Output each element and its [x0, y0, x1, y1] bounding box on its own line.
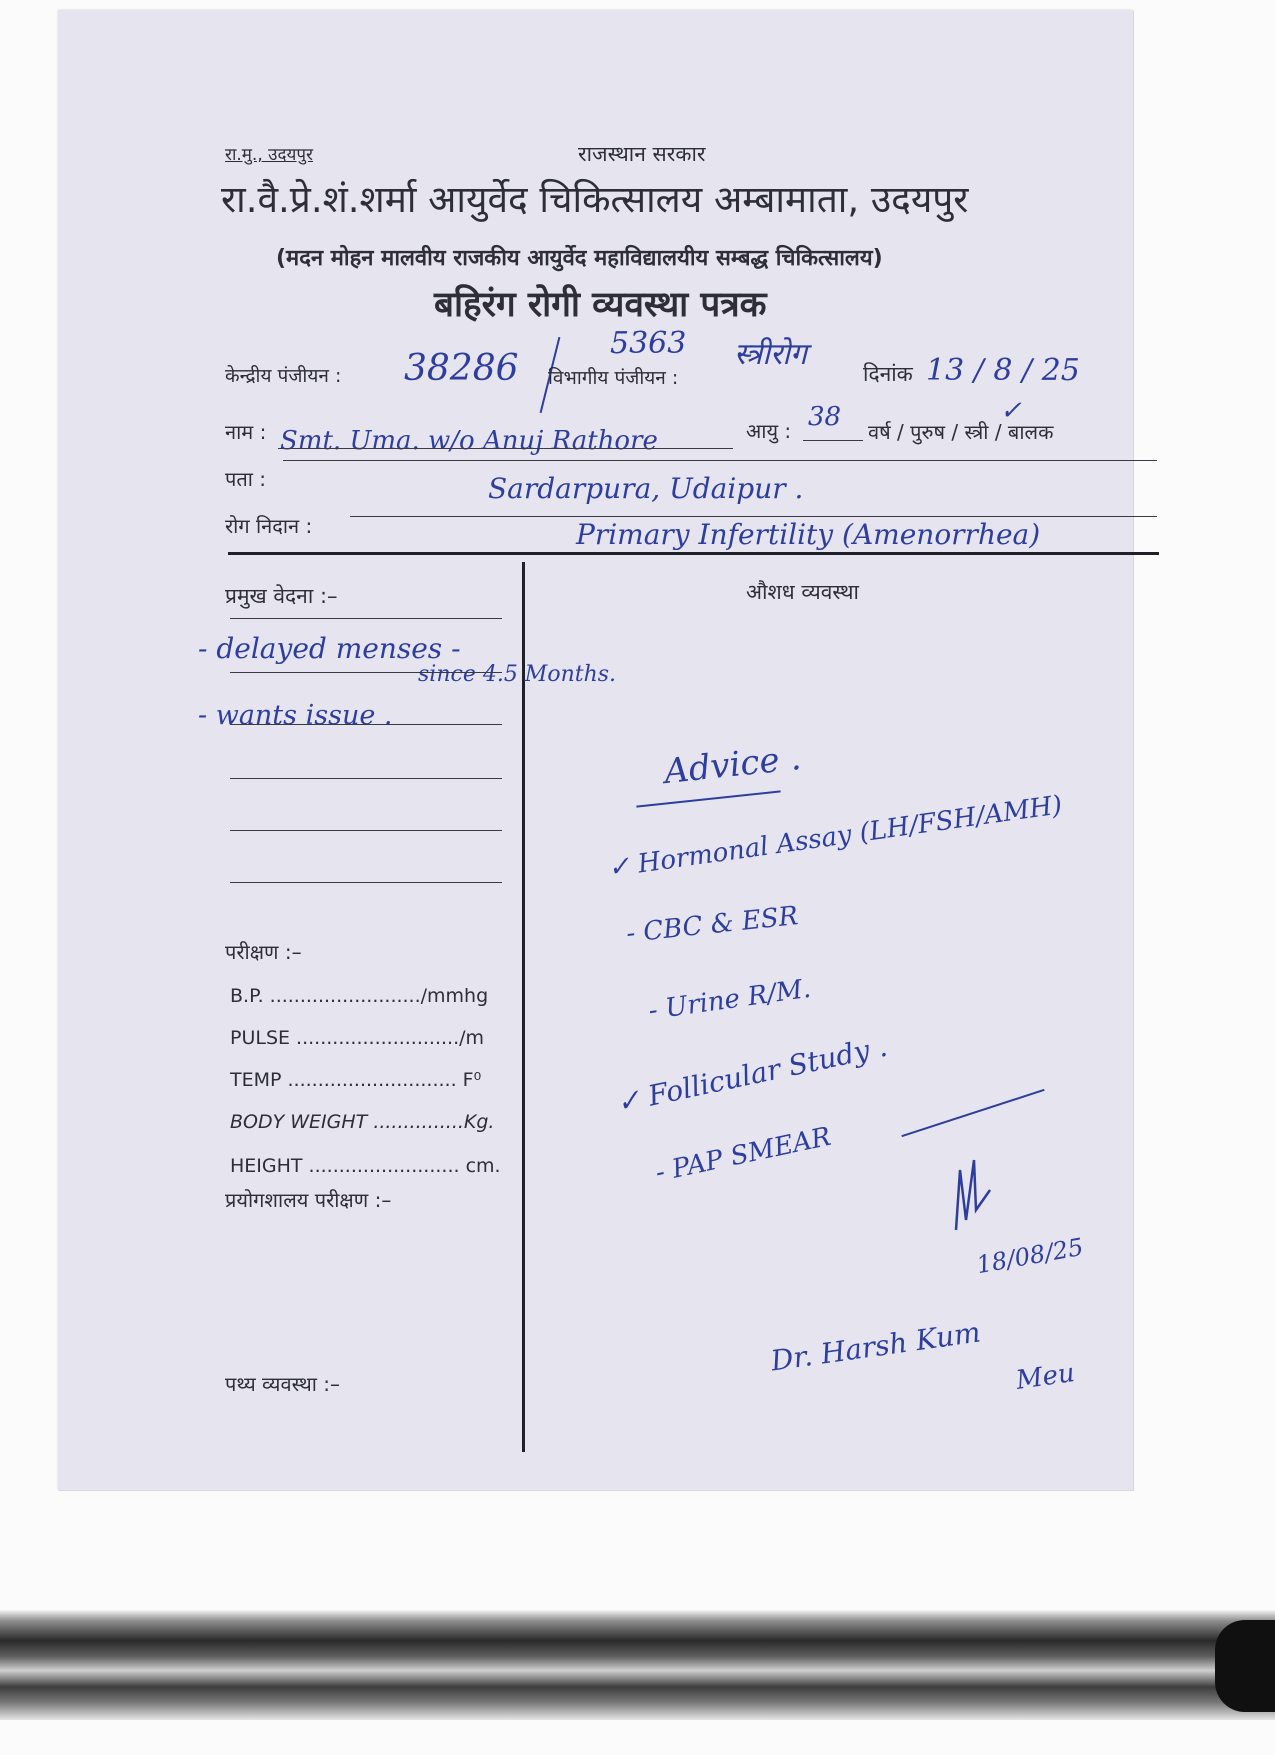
affiliation-line: (मदन मोहन मालवीय राजकीय आयुर्वेद महाविद्यालयीय सम्बद्ध चिकित्सालय) — [276, 246, 883, 271]
advice-item-follicular-study: ✓ Follicular Study . — [613, 1029, 891, 1120]
pulse-field: PULSE .........................../m — [230, 1027, 485, 1049]
date-value: 13 / 8 / 25 — [926, 353, 1080, 388]
age-gender-options: वर्ष / पुरुष / स्त्री / बालक — [868, 420, 1054, 444]
complaint-line-rule-5 — [230, 830, 502, 831]
name-line — [278, 448, 733, 449]
address-top-line — [283, 460, 1157, 461]
gender-checkmark: ✓ — [1000, 396, 1022, 426]
department-number: 5363 — [610, 326, 687, 361]
medicine-heading: औशध व्यवस्था — [746, 580, 859, 604]
complaint-line-rule-4 — [230, 778, 502, 779]
diagnosis-label: रोग निदान : — [225, 514, 313, 538]
name-value: Smt. Uma. w/o Anuj Rathore — [280, 426, 658, 456]
pap-smear-underline — [901, 1089, 1044, 1137]
header-divider — [228, 552, 1159, 555]
scanner-edge-shadow — [1215, 1620, 1275, 1712]
advice-item-pap-smear: - PAP SMEAR — [652, 1121, 834, 1189]
complaint-line-rule-6 — [230, 882, 502, 883]
diagnosis-line — [350, 516, 1157, 517]
form-title: बहिरंग रोगी व्यवस्था पत्रक — [434, 285, 767, 325]
hospital-name: रा.वै.प्रे.शं.शर्मा आयुर्वेद चिकित्सालय अम्बामाता, उदयपुर — [221, 178, 969, 221]
central-registration-label: केन्द्रीय पंजीयन : — [225, 365, 342, 387]
advice-underline — [636, 790, 780, 807]
complaint-line-rule-3 — [230, 724, 502, 725]
examination-label: परीक्षण :– — [225, 940, 302, 964]
complaint-line-3: - wants issue . — [198, 700, 393, 731]
scanner-edge-band — [0, 1610, 1275, 1720]
signature-date: 18/08/25 — [974, 1232, 1086, 1280]
advice-title: Advice . — [662, 737, 803, 793]
age-line — [803, 440, 863, 441]
age-value: 38 — [808, 402, 842, 432]
advice-item-hormonal-assay: ✓ Hormonal Assay (LH/FSH/AMH) — [606, 790, 1065, 884]
scanned-form-sheet — [58, 10, 1133, 1490]
address-value: Sardarpura, Udaipur . — [488, 472, 804, 505]
office-code: रा.मु., उदयपुर — [225, 145, 313, 165]
temp-field: TEMP ............................ F⁰ — [230, 1069, 482, 1091]
complaints-label: प्रमुख वेदना :– — [225, 584, 338, 608]
diagnosis-value: Primary Infertility (Amenorrhea) — [576, 518, 1041, 551]
date-label: दिनांक — [863, 362, 913, 386]
complaint-line-rule-1 — [230, 618, 502, 619]
age-label: आयु : — [746, 419, 792, 443]
department-value: स्त्रीरोग — [734, 337, 807, 372]
department-registration-label: विभागीय पंजीयन : — [548, 367, 679, 389]
doctor-name-suffix: Meu — [1014, 1358, 1077, 1396]
government-title: राजस्थान सरकार — [578, 142, 706, 166]
central-registration-value: 38286 — [404, 348, 519, 389]
complaint-line-2: since 4.5 Months. — [418, 662, 617, 687]
doctor-signature-mark — [946, 1150, 1016, 1240]
advice-item-cbc-esr: - CBC & ESR — [624, 901, 800, 949]
name-label: नाम : — [225, 420, 267, 444]
advice-item-urine: - Urine R/M. — [646, 973, 813, 1027]
complaint-line-1: - delayed menses - — [198, 632, 461, 665]
body-weight-field: BODY WEIGHT ...............Kg. — [230, 1111, 495, 1133]
diet-label: पथ्य व्यवस्था :– — [225, 1372, 341, 1396]
column-divider — [522, 562, 525, 1452]
doctor-name: Dr. Harsh Kum — [768, 1315, 983, 1378]
address-label: पता : — [225, 467, 267, 491]
bp-field: B.P. ........................./mmhg — [230, 985, 489, 1007]
lab-test-label: प्रयोगशालय परीक्षण :– — [225, 1188, 392, 1212]
complaint-line-rule-2 — [230, 672, 502, 673]
height-field: HEIGHT ......................... cm. — [230, 1155, 501, 1177]
